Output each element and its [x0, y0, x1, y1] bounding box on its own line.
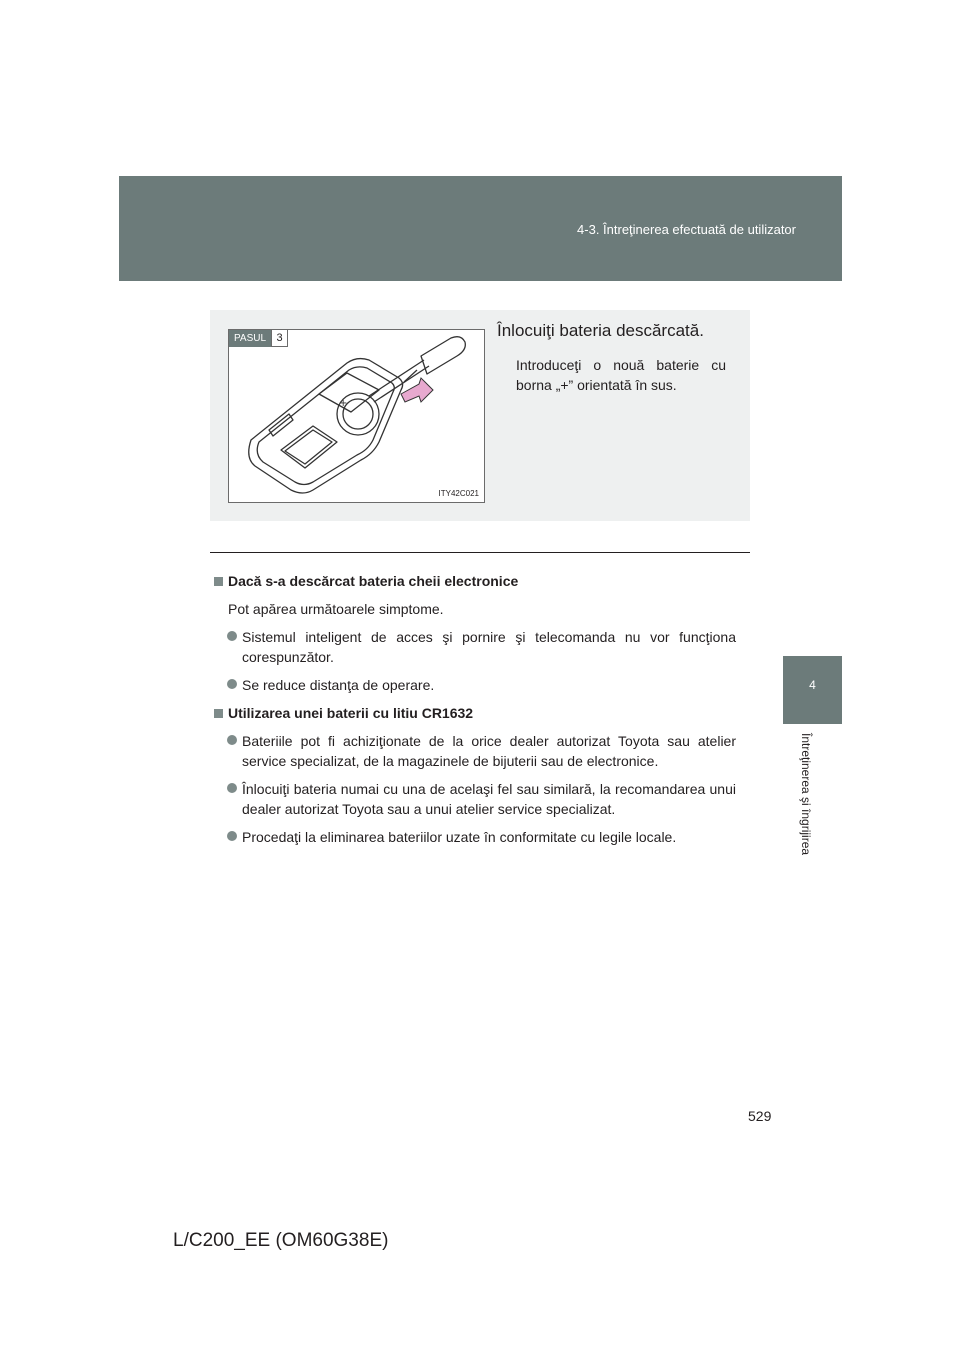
list-item	[214, 675, 736, 695]
section-heading-text: Dacă s-a descărcat bateria cheii electronice	[228, 573, 519, 589]
chapter-tab	[783, 656, 842, 724]
step-figure	[228, 329, 485, 503]
list-item-text: Sistemul inteligent de acces şi pornire şi telecomanda nu vor funcţiona corespunzător.	[242, 629, 736, 665]
square-bullet-icon	[214, 709, 223, 718]
section-heading-text: Utilizarea unei baterii cu litiu CR1632	[228, 705, 474, 721]
key-battery-illustration	[229, 330, 484, 502]
list-item	[214, 827, 736, 847]
notes-content	[214, 571, 736, 855]
page-number: 529	[748, 1108, 772, 1124]
chapter-label-container	[798, 733, 828, 883]
list-item	[214, 627, 736, 667]
circle-bullet-icon	[227, 831, 237, 841]
section-heading-lithium-battery	[214, 703, 736, 723]
circle-bullet-icon	[227, 783, 237, 793]
figure-code: ITY42C021	[438, 489, 479, 498]
list-item-text: Înlocuiţi bateria numai cu una de acelaşi fel sau similară, la recomandarea unui dealer autorizat Toyota sau a unui atelier service specializat.	[242, 781, 736, 817]
list-item	[214, 779, 736, 819]
battery-plus-mark: +	[339, 398, 348, 409]
circle-bullet-icon	[227, 679, 237, 689]
step-badge	[229, 330, 288, 347]
list-item-text: Procedaţi la eliminarea bateriilor uzate în conformitate cu legile locale.	[242, 829, 677, 845]
chapter-label: Întreţinerea şi îngrijirea	[799, 733, 813, 856]
step-title: Înlocuiţi bateria descărcată.	[497, 321, 704, 340]
list-item	[214, 731, 736, 771]
list-item-text: Se reduce distanţa de operare.	[242, 677, 435, 693]
section-heading-battery-depleted	[214, 571, 736, 591]
chapter-number: 4	[809, 678, 816, 692]
circle-bullet-icon	[227, 735, 237, 745]
step-badge-number: 3	[271, 330, 288, 347]
section-divider	[210, 552, 750, 553]
list-item-text: Bateriile pot fi achiziţionate de la orice dealer autorizat Toyota sau atelier service specializat, de la magazinele de bijuterii sau de electronice.	[242, 733, 736, 769]
square-bullet-icon	[214, 577, 223, 586]
section-title: 4-3. Întreţinerea efectuată de utilizator	[577, 222, 796, 237]
circle-bullet-icon	[227, 631, 237, 641]
section-intro: Pot apărea următoarele simptome.	[228, 601, 444, 617]
step-badge-label: PASUL	[229, 330, 271, 347]
header-band	[119, 176, 842, 281]
step-description: Introduceţi o nouă baterie cu borna „+” orientată în sus.	[516, 357, 726, 393]
footer-model-code: L/C200_EE (OM60G38E)	[173, 1230, 389, 1251]
step-box	[210, 310, 750, 521]
